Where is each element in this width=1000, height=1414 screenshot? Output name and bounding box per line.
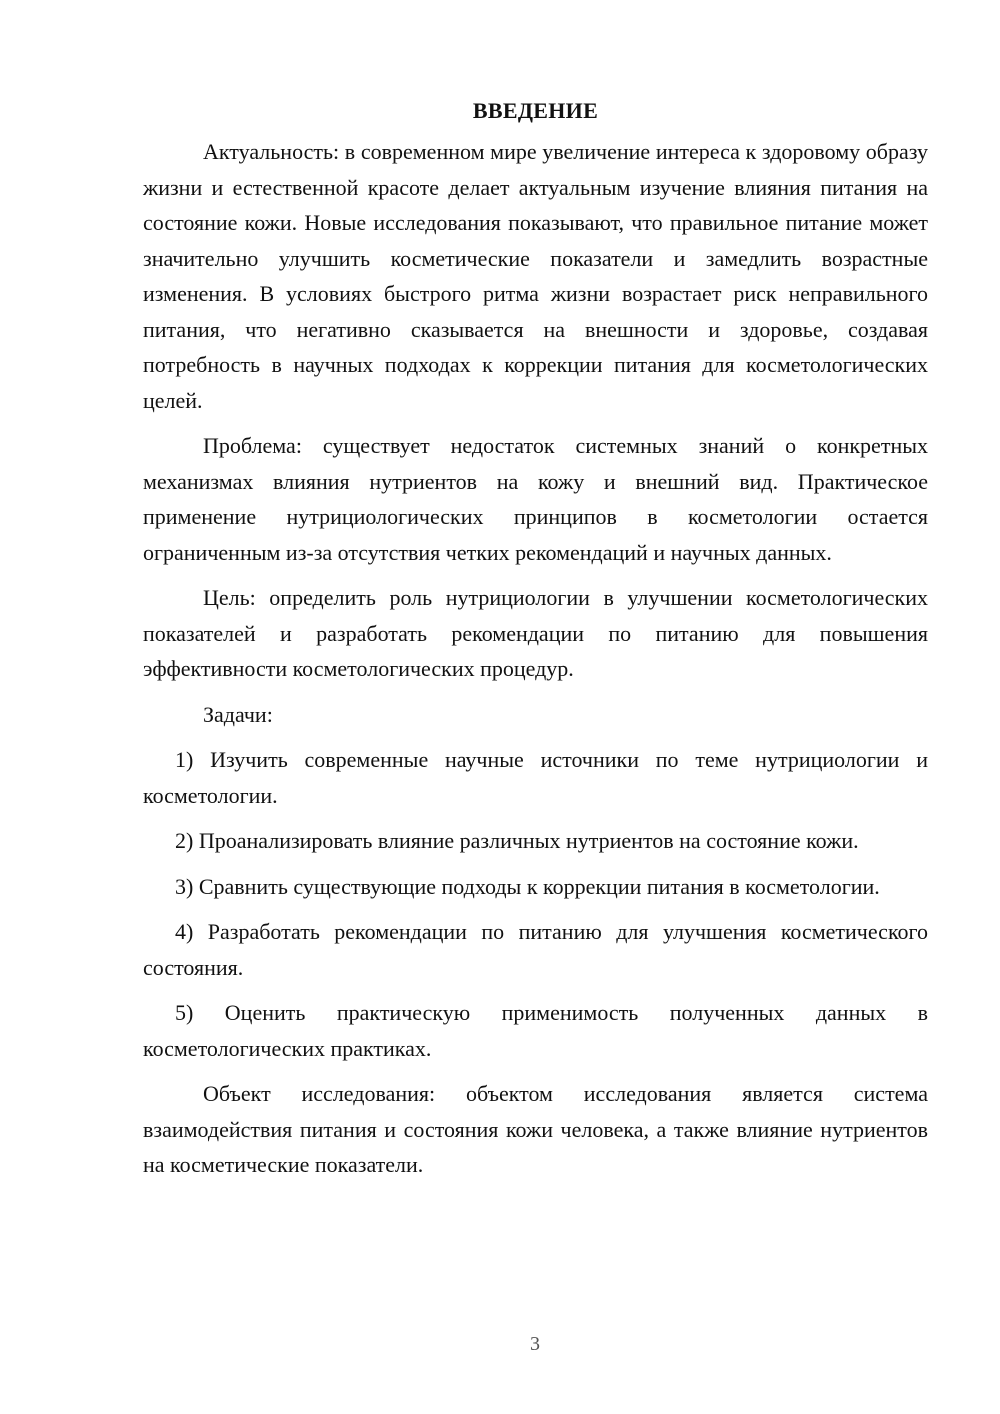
paragraph-relevance: Актуальность: в современном мире увеличение интереса к здоровому образу жизни и естественной красоте делает актуальным изучение влияния питания на состояние кожи. Новые исследования показывают, что правильное питание может значительно улучшить косметические показатели и замедлить возрастные изменения. В условиях быстрого ритма жизни возрастает риск неправильного питания, что негативно сказывается на внешности и здоровье, создавая потребность в научных подходах к коррекции питания для косметологических целей. xyxy=(143,139,928,413)
paragraph-object: Объект исследования: объектом исследования является система взаимодействия питания и состояния кожи человека, а также влияние нутриентов на косметические показатели. xyxy=(143,1081,928,1177)
paragraph-goal: Цель: определить роль нутрициологии в улучшении косметологических показателей и разработать рекомендации по питанию для повышения эффективности косметологических процедур. xyxy=(143,585,928,681)
task-item: 5) Оценить практическую применимость полученных данных в косметологических практиках. xyxy=(143,1000,928,1061)
page-number: 3 xyxy=(530,1333,540,1355)
tasks-heading: Задачи: xyxy=(203,701,273,727)
task-item: 2) Проанализировать влияние различных нутриентов на состояние кожи. xyxy=(175,828,859,853)
task-item: 4) Разработать рекомендации по питанию для улучшения косметического состояния. xyxy=(143,919,928,980)
task-item: 3) Сравнить существующие подходы к коррекции питания в косметологии. xyxy=(175,873,880,899)
paragraph-problem: Проблема: существует недостаток системных знаний о конкретных механизмах влияния нутриентов на кожу и внешний вид. Практическое применение нутрициологических принципов в косметологии остается ограниченным из-за отсутствия четких рекомендаций и научных данных. xyxy=(143,433,928,565)
section-title: ВВЕДЕНИЕ xyxy=(472,98,599,123)
page-content xyxy=(143,96,928,1193)
task-item: 1) Изучить современные научные источники по теме нутрициологии и косметологии. xyxy=(143,747,928,808)
